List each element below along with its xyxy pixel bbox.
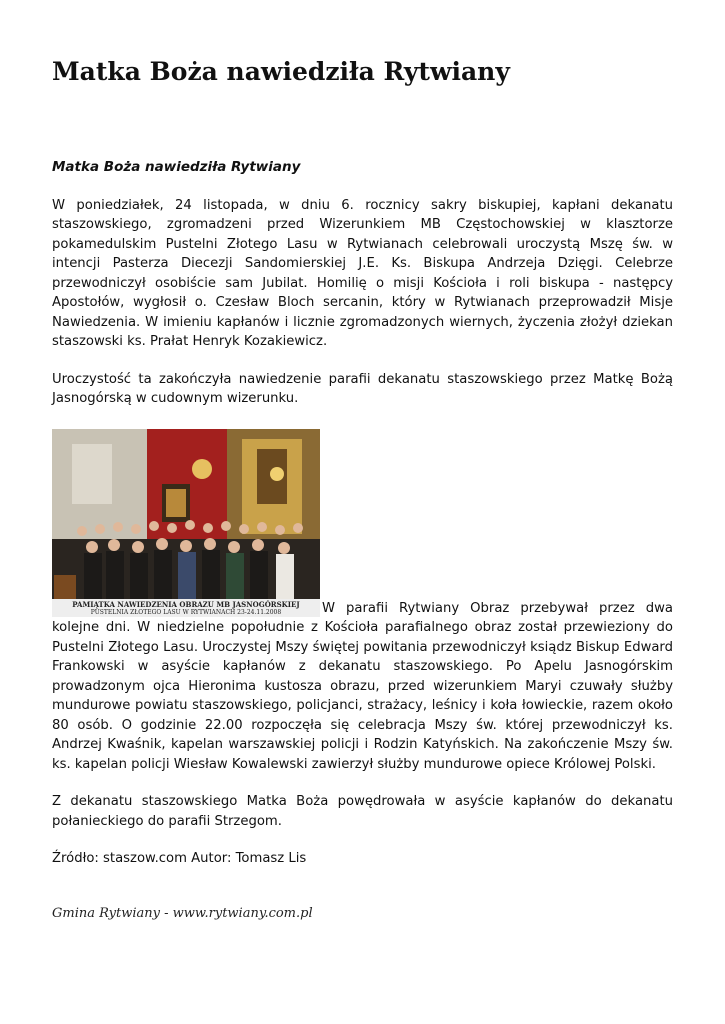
article-paragraph: W poniedziałek, 24 listopada, w dniu 6. rocznicy sakry biskupiej, kapłani dekanatu staszowskiego, zgromadzeni przed Wizerunkiem MB Częstochowskiej w klasztorze pokamedulskim Pustelni Złotego Lasu w Rytwianach celebrowali uroczystą Mszę św. w intencji Pasterza Diecezji Sandomierskiej J.E. Ks. Biskupa Andrzeja Dzięgi. Celebrze przewodniczył osobiście sam Jubilat. Homilię o misji Kościoła i roli biskupa - następcy Apostołów, wygłosił o. Czesław Bloch sercanin, który w Rytwianach przeprowadził Misje Nawiedzenia. W imieniu kapłanów i licznie zgromadzonych wiernych, życzenia złożył dziekan staszowski ks. Prałat Henryk Kozakiewicz. xyxy=(52,197,673,349)
photo-caption-line: PUSTELNIA ZŁOTEGO LASU W RYTWIANACH 23-24.11.2008 xyxy=(90,608,282,616)
article-source: Źródło: staszow.com Autor: Tomasz Lis xyxy=(52,851,307,866)
page-footer: Gmina Rytwiany - www.rytwiany.com.pl xyxy=(52,906,313,921)
article-paragraph: Z dekanatu staszowskiego Matka Boża powędrowała w asyście kapłanów do dekanatu połanieckiego do parafii Strzegom. xyxy=(52,794,673,829)
article-body xyxy=(52,158,673,887)
photo-caption-line: PAMIĄTKA NAWIEDZENIA OBRAZU MB JASNOGÓRSKIEJ xyxy=(72,599,300,609)
group-photo xyxy=(52,429,320,617)
group-photo-image xyxy=(52,429,320,617)
article-paragraph-photo: W parafii Rytwiany Obraz przebywał przez dwa kolejne dni. W niedzielne popołudnie z Kościoła parafialnego obraz został przewieziony do Pustelni Złotego Lasu. Uroczystej Mszy świętej powitania przewodniczył ksiądz Biskup Edward Frankowski w asyście kapłanów z dekanatu staszowskiego. Po Apelu Jasnogórskim prowadzonym ojca Hieronima kustosza obrazu, przed wizerunkiem Maryi czuwały służby mundurowe powiatu staszowskiego, policjanci, strażacy, leśnicy i koła łowieckie, razem około 80 osób. O godzinie 22.00 rozpoczęła się celebracja Mszy św. której przewodniczył ks. Andrzej Kwaśnik, kapelan warszawskiej policji i Rodzin Katyńskich. Na zakończenie Mszy św. ks. kapelan policji Wiesław Kowalewski zawierzył służby mundurowe opiece Królowej Polski. xyxy=(52,600,673,772)
article-paragraph: Uroczystość ta zakończyła nawiedzenie parafii dekanatu staszowskiego przez Matkę Bożą Jasnogórską w cudownym wizerunku. xyxy=(52,371,673,406)
photo-caption xyxy=(52,601,320,617)
page-title: Matka Boża nawiedziła Rytwiany xyxy=(52,57,510,86)
article-subtitle: Matka Boża nawiedziła Rytwiany xyxy=(52,159,301,175)
